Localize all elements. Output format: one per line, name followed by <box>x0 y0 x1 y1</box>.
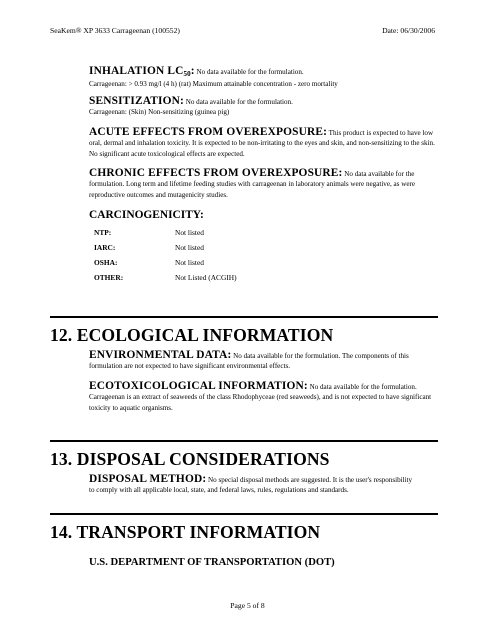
section-divider <box>50 440 438 442</box>
ecotox-body: Carrageenan is an extract of seaweeds of the class Rhodophyceae (red seaweeds), and is not expected to have significant toxicity to aquatic organisms. <box>89 393 432 412</box>
section-13-title: 13. DISPOSAL CONSIDERATIONS <box>50 449 330 469</box>
section-12-title: 12. ECOLOGICAL INFORMATION <box>50 325 334 345</box>
inhalation-body: Carrageenan: > 0.93 mg/l (4 h) (rat) Maximum attainable concentration - zero mortality <box>89 80 338 89</box>
disposal-block <box>89 474 441 496</box>
agency-label: NTP: <box>94 228 112 237</box>
chronic-inline: No data available for the <box>342 170 415 178</box>
environmental-heading: ENVIRONMENTAL DATA: <box>89 349 232 361</box>
ecotox-block <box>89 381 441 413</box>
header-product: SeaKem® XP 3633 Carrageenan (100552) <box>50 26 180 35</box>
disposal-inline: No special disposal methods are suggested. It is the user's responsibility <box>206 476 413 484</box>
section-divider <box>50 513 438 515</box>
agency-status: Not Listed (ACGIH) <box>175 273 237 282</box>
environmental-block <box>89 350 441 372</box>
inhalation-block <box>89 66 441 90</box>
acute-body: oral, dermal and inhalation toxicity. It is expected to be non-irritating to the eyes and skin, and non-sensitizing to the skin. No significant acute toxicological effects are expected. <box>89 139 435 158</box>
disposal-heading: DISPOSAL METHOD: <box>89 473 207 485</box>
agency-label: OSHA: <box>94 258 118 267</box>
agency-status: Not listed <box>175 243 204 252</box>
agency-label: OTHER: <box>94 273 124 282</box>
chronic-heading: CHRONIC EFFECTS FROM OVEREXPOSURE: <box>89 167 343 179</box>
sensitization-heading: SENSITIZATION: <box>89 95 184 107</box>
acute-inline: This product is expected to have low <box>327 129 434 137</box>
inhalation-inline: No data available for the formulation. <box>194 68 304 76</box>
carcinogenicity-heading: CARCINOGENICITY: <box>89 209 204 221</box>
chronic-block <box>89 168 441 200</box>
agency-label: IARC: <box>94 243 116 252</box>
sensitization-body: Carrageenan: (Skin) Non-sensitizing (guinea pig) <box>89 108 230 117</box>
dot-subheading: U.S. DEPARTMENT OF TRANSPORTATION (DOT) <box>89 557 335 568</box>
page-number: Page 5 of 8 <box>230 601 265 610</box>
section-14-title: 14. TRANSPORT INFORMATION <box>50 522 321 542</box>
environmental-inline: No data available for the formulation. The components of this <box>231 352 409 360</box>
acute-heading: ACUTE EFFECTS FROM OVEREXPOSURE: <box>89 126 328 138</box>
ecotox-inline: No data available for the formulation. <box>307 383 417 391</box>
inhalation-heading: INHALATION $LC_{50}$: <box>89 65 195 78</box>
disposal-body: to comply with all applicable local, state, and federal laws, rules, regulations and standards. <box>89 486 349 495</box>
header-date: Date: 06/30/2006 <box>382 26 435 35</box>
sensitization-inline: No data available for the formulation. <box>183 98 293 106</box>
chronic-body: formulation. Long term and lifetime feeding studies with carrageenan in laboratory animals were negative, as were reproductive outcomes and mutagenicity studies. <box>89 180 415 199</box>
agency-status: Not listed <box>175 228 204 237</box>
sensitization-block <box>89 96 441 118</box>
section-divider <box>50 316 438 318</box>
agency-status: Not listed <box>175 258 204 267</box>
acute-block <box>89 127 441 159</box>
ecotox-heading: ECOTOXICOLOGICAL INFORMATION: <box>89 380 308 392</box>
environmental-body: formulation are not expected to have significant environmental effects. <box>89 362 290 371</box>
